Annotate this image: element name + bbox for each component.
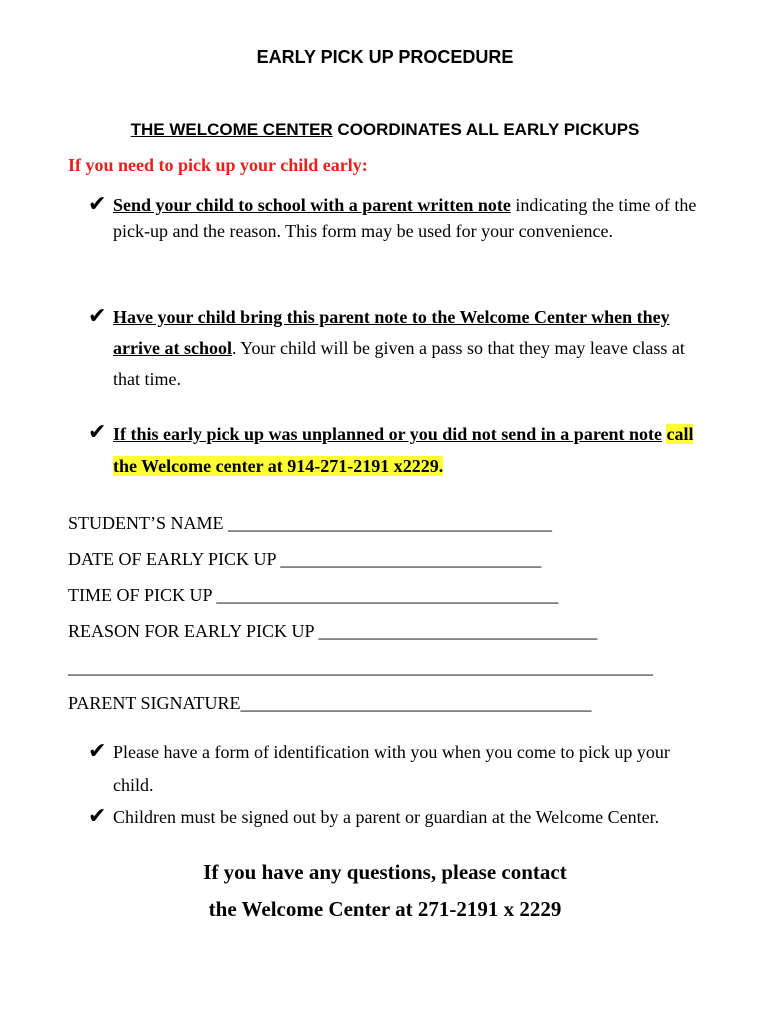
step-3-bold: If this early pick up was unplanned or you did not send in a parent note [113, 424, 662, 444]
step-2-rest: . Your child will be given a pass so that they may leave class at that time. [113, 338, 685, 389]
page-subtitle [0, 120, 770, 140]
pickup-reason-line[interactable]: _________________________________________________________________ [68, 657, 653, 677]
step-3 [88, 418, 708, 482]
step-2-bold: Have your child bring this parent note to the Welcome Center when they arrive at school [113, 307, 670, 358]
checkmark-icon: ✔ [88, 304, 107, 329]
note-1-text: Please have a form of identification with you when you come to pick up your child. [113, 742, 670, 795]
step-1-bold: Send your child to school with a parent written note [113, 195, 511, 215]
step-1-rest: indicating the time of the pick-up and the reason. This form may be used for your convenience. [113, 195, 697, 241]
pickup-time-field[interactable]: TIME OF PICK UP ______________________________________ [68, 585, 559, 605]
subtitle-rest: COORDINATES ALL EARLY PICKUPS [332, 120, 640, 139]
closing-line-1: If you have any questions, please contact [203, 860, 567, 884]
note-2-text: Children must be signed out by a parent or guardian at the Welcome Center. [113, 807, 660, 827]
student-name-field[interactable]: STUDENT’S NAME ____________________________________ [68, 513, 552, 533]
page-title: EARLY PICK UP PROCEDURE [256, 47, 514, 67]
step-3-text [113, 418, 708, 482]
note-2 [88, 801, 678, 865]
note-1 [88, 736, 708, 800]
checkmark-icon: ✔ [88, 192, 107, 217]
step-1-text [113, 192, 708, 244]
closing-line-2: the Welcome Center at 271-2191 x 2229 [208, 897, 562, 921]
pickup-date-field[interactable]: DATE OF EARLY PICK UP _____________________________ [68, 549, 542, 569]
step-3-highlight: call the Welcome center at 914-271-2191 x2229. [113, 424, 694, 476]
intro-text: If you need to pick up your child early: [68, 155, 368, 175]
step-1 [88, 192, 708, 272]
pickup-reason-field[interactable]: REASON FOR EARLY PICK UP _______________________________ [68, 621, 598, 641]
step-2-text [113, 302, 708, 395]
step-2 [88, 302, 708, 392]
checkmark-icon: ✔ [88, 420, 107, 445]
checkmark-icon: ✔ [88, 739, 107, 764]
checkmark-icon: ✔ [88, 804, 107, 829]
subtitle-welcome-center: THE WELCOME CENTER [130, 120, 333, 139]
parent-signature-field[interactable]: PARENT SIGNATURE_______________________________________ [68, 693, 592, 713]
